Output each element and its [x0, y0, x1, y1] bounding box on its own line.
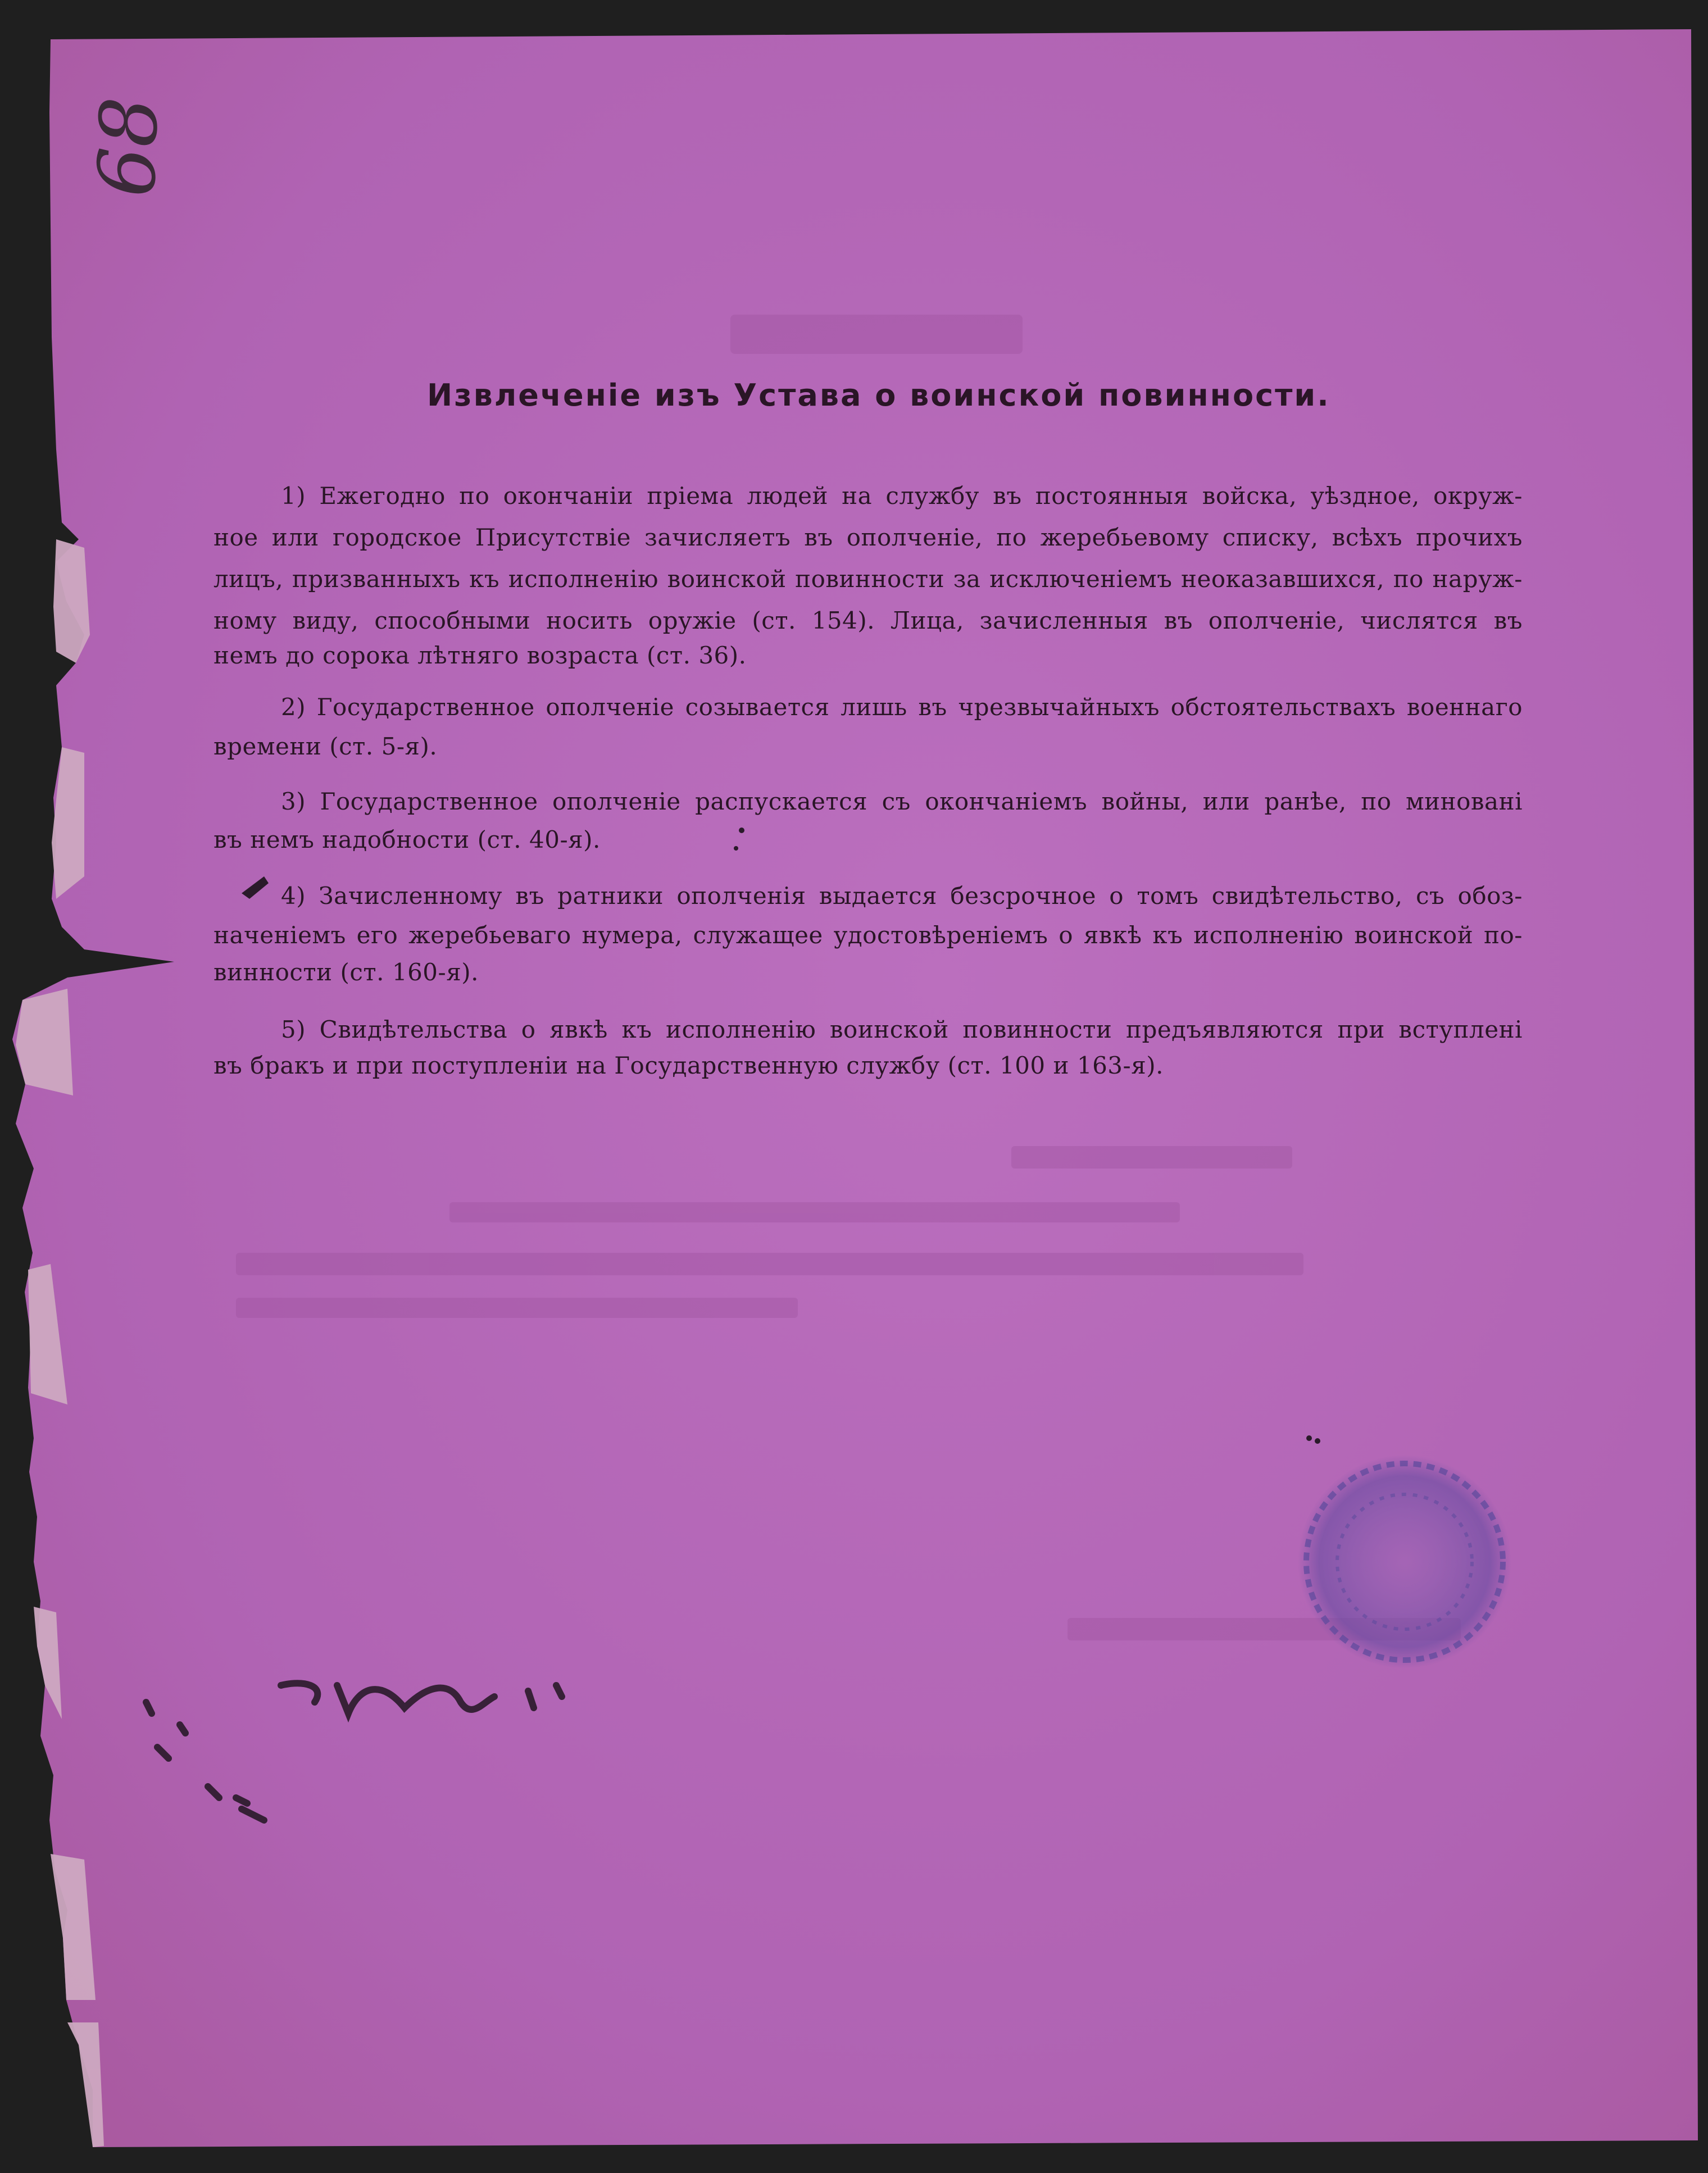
- paragraph-4-line-2: наченіемъ его жеребьеваго нумера, служащее удостовѣреніемъ о явкѣ къ исполненію воинской по-: [214, 921, 1523, 949]
- paragraph-1-line-4: ному виду, способными носить оружіе (ст. 154). Лица, зачисленныя въ ополченіе, числятся въ: [214, 607, 1523, 634]
- paragraph-3-line-2: въ немъ надобности (ст. 40-я).: [214, 826, 601, 853]
- paragraph-2-line-1: 2) Государственное ополченіе созывается лишь въ чрезвычайныхъ обстоятельствахъ военнаго: [281, 693, 1523, 721]
- paragraph-1-line-1: 1) Ежегодно по окончаніи пріема людей на службу въ постоянныя войска, уѣздное, окруж-: [281, 482, 1523, 510]
- paragraph-2-line-2: времени (ст. 5-я).: [214, 733, 438, 760]
- ink-stamp: [1298, 1455, 1511, 1669]
- document-title: Извлеченіе изъ Устава о воинской повинности.: [427, 378, 1330, 413]
- folio-number: 68: [81, 95, 176, 199]
- paragraph-4-line-1: 4) Зачисленному въ ратники ополченія выдается безсрочное о томъ свидѣтельство, съ обоз-: [281, 882, 1523, 910]
- paragraph-5-line-1: 5) Свидѣтельства о явкѣ къ исполненію воинской повинности предъявляются при вступлені: [281, 1016, 1523, 1043]
- paragraph-4-line-3: винности (ст. 160-я).: [214, 958, 479, 986]
- paragraph-5-line-2: въ бракъ и при поступленіи на Государственную службу (ст. 100 и 163-я).: [214, 1052, 1164, 1079]
- paragraph-1-line-3: лицъ, призванныхъ къ исполненію воинской повинности за исключеніемъ неоказавшихся, по наруж-: [214, 565, 1523, 593]
- paragraph-1-line-5: немъ до сорока лѣтняго возраста (ст. 36).: [214, 642, 747, 669]
- paragraph-1-line-2: ное или городское Присутствіе зачисляетъ въ ополченіе, по жеребьевому списку, всѣхъ прочихъ: [214, 524, 1523, 551]
- paragraph-3-line-1: 3) Государственное ополченіе распускается съ окончаніемъ войны, или ранѣе, по миновані: [281, 788, 1523, 815]
